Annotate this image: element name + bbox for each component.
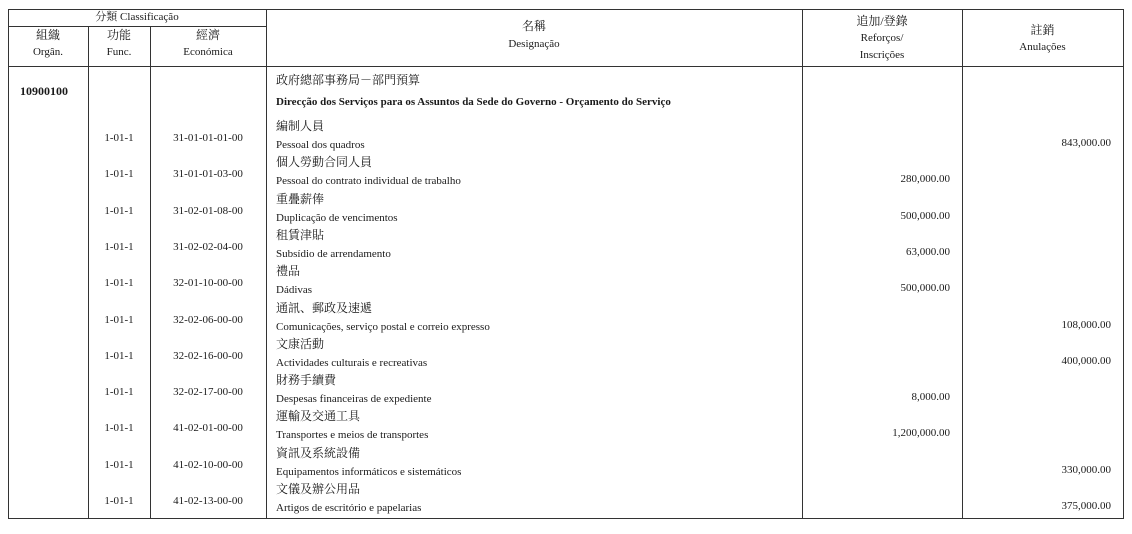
row-reinforcement-value: 280,000.00: [900, 173, 950, 186]
row-designation-zh: 運輸及交通工具: [276, 409, 361, 424]
organ-header-zh: 組織: [35, 28, 60, 42]
header-bottom-border: [8, 66, 1124, 67]
row-designation-pt: Duplicação de vencimentos: [276, 211, 398, 224]
row-func-code: 1-01-1: [104, 240, 134, 253]
row-annulment-value: 330,000.00: [1061, 463, 1111, 476]
row-designation-pt: Dádivas: [276, 284, 313, 297]
row-func-code: 1-01-1: [104, 349, 134, 362]
row-designation-pt: Actividades culturais e recreativas: [276, 356, 428, 369]
col-border-func: [150, 26, 151, 519]
row-econ-code: 32-01-10-00-00: [173, 277, 243, 290]
row-designation-pt: Artigos de escritório e papelarias: [276, 502, 422, 514]
row-func-code: 1-01-1: [104, 313, 134, 326]
row-func-code: 1-01-1: [104, 132, 134, 144]
row-econ-code: 31-01-01-01-00: [173, 132, 243, 144]
row-designation-pt: Pessoal do contrato individual de trabalho: [276, 175, 461, 188]
row-designation-zh: 文儀及辦公用品: [276, 482, 361, 496]
organ-title-pt: Direcção dos Serviços para os Assuntos da Sede do Governo - Orçamento do Serviço: [276, 96, 671, 108]
classification-underline: [8, 26, 266, 27]
organ-header-pt: Orgân.: [32, 46, 64, 58]
row-designation-pt: Comunicações, serviço postal e correio expresso: [276, 320, 490, 333]
row-func-code: 1-01-1: [104, 495, 134, 507]
reinforcements-header-pt2: Inscrições: [859, 49, 905, 61]
row-designation-zh: 資訊及系統設備: [276, 445, 361, 460]
econ-header-zh: 經濟: [195, 28, 220, 42]
col-border-reinforcements: [962, 9, 963, 519]
row-func-code: 1-01-1: [104, 458, 134, 471]
row-func-code: 1-01-1: [104, 386, 134, 399]
table-top-border: [8, 9, 1124, 10]
row-reinforcement-value: 1,200,000.00: [892, 427, 950, 440]
designation-header-pt: Designação: [508, 38, 560, 50]
row-annulment-value: 843,000.00: [1061, 137, 1111, 149]
col-border-organ: [88, 26, 89, 519]
reinforcements-header-pt1: Reforços/: [860, 32, 904, 44]
row-reinforcement-value: 500,000.00: [900, 209, 950, 222]
annulments-header-zh: 註銷: [1030, 23, 1055, 37]
row-designation-pt: Despesas financeiras de expediente: [276, 393, 432, 406]
row-econ-code: 41-02-10-00-00: [173, 458, 243, 471]
row-econ-code: 32-02-17-00-00: [173, 386, 243, 399]
func-header-zh: 功能: [106, 28, 131, 42]
func-header-pt: Func.: [106, 46, 132, 58]
row-econ-code: 41-02-01-00-00: [173, 422, 243, 435]
row-designation-pt: Pessoal dos quadros: [276, 139, 365, 151]
row-annulment-value: 400,000.00: [1061, 354, 1111, 367]
classification-header: 分類 Classificação: [95, 11, 179, 23]
row-econ-code: 31-02-01-08-00: [173, 204, 243, 217]
row-econ-code: 41-02-13-00-00: [173, 495, 243, 507]
row-designation-zh: 財務手續費: [276, 373, 337, 388]
row-annulment-value: 108,000.00: [1061, 318, 1111, 331]
row-annulment-value: 375,000.00: [1061, 500, 1111, 512]
table-bottom-border: [8, 518, 1124, 519]
col-border-econ: [266, 9, 267, 519]
row-designation-pt: Subsídio de arrendamento: [276, 247, 391, 260]
organ-code: 10900100: [20, 84, 68, 98]
col-border-left: [8, 9, 9, 519]
col-border-right: [1123, 9, 1124, 519]
row-econ-code: 31-02-02-04-00: [173, 240, 243, 253]
designation-header-zh: 名稱: [521, 19, 546, 33]
econ-header-pt: Económica: [183, 46, 233, 58]
row-func-code: 1-01-1: [104, 277, 134, 290]
row-reinforcement-value: 8,000.00: [911, 391, 950, 404]
row-econ-code: 31-01-01-03-00: [173, 168, 243, 181]
row-econ-code: 32-02-16-00-00: [173, 349, 243, 362]
reinforcements-header-zh: 追加/登錄: [856, 14, 908, 28]
row-reinforcement-value: 63,000.00: [906, 245, 950, 258]
row-reinforcement-value: 500,000.00: [900, 282, 950, 295]
row-func-code: 1-01-1: [104, 168, 134, 181]
row-designation-zh: 通訊、郵政及速遞: [276, 300, 373, 315]
row-designation-zh: 租賃津貼: [276, 227, 325, 242]
col-border-designation: [802, 9, 803, 519]
row-designation-zh: 重疊薪俸: [276, 191, 325, 206]
annulments-header-pt: Anulações: [1019, 41, 1066, 53]
row-designation-pt: Transportes e meios de transportes: [276, 429, 429, 442]
row-designation-zh: 文康活動: [276, 336, 325, 351]
row-econ-code: 32-02-06-00-00: [173, 313, 243, 326]
row-designation-zh: 編制人員: [276, 119, 325, 133]
row-designation-zh: 個人勞動合同人員: [276, 155, 373, 170]
organ-title-zh: 政府總部事務局－部門預算: [276, 73, 421, 87]
row-func-code: 1-01-1: [104, 422, 134, 435]
row-designation-zh: 禮品: [276, 264, 301, 279]
row-func-code: 1-01-1: [104, 204, 134, 217]
row-designation-pt: Equipamentos informáticos e sistemáticos: [276, 465, 462, 478]
